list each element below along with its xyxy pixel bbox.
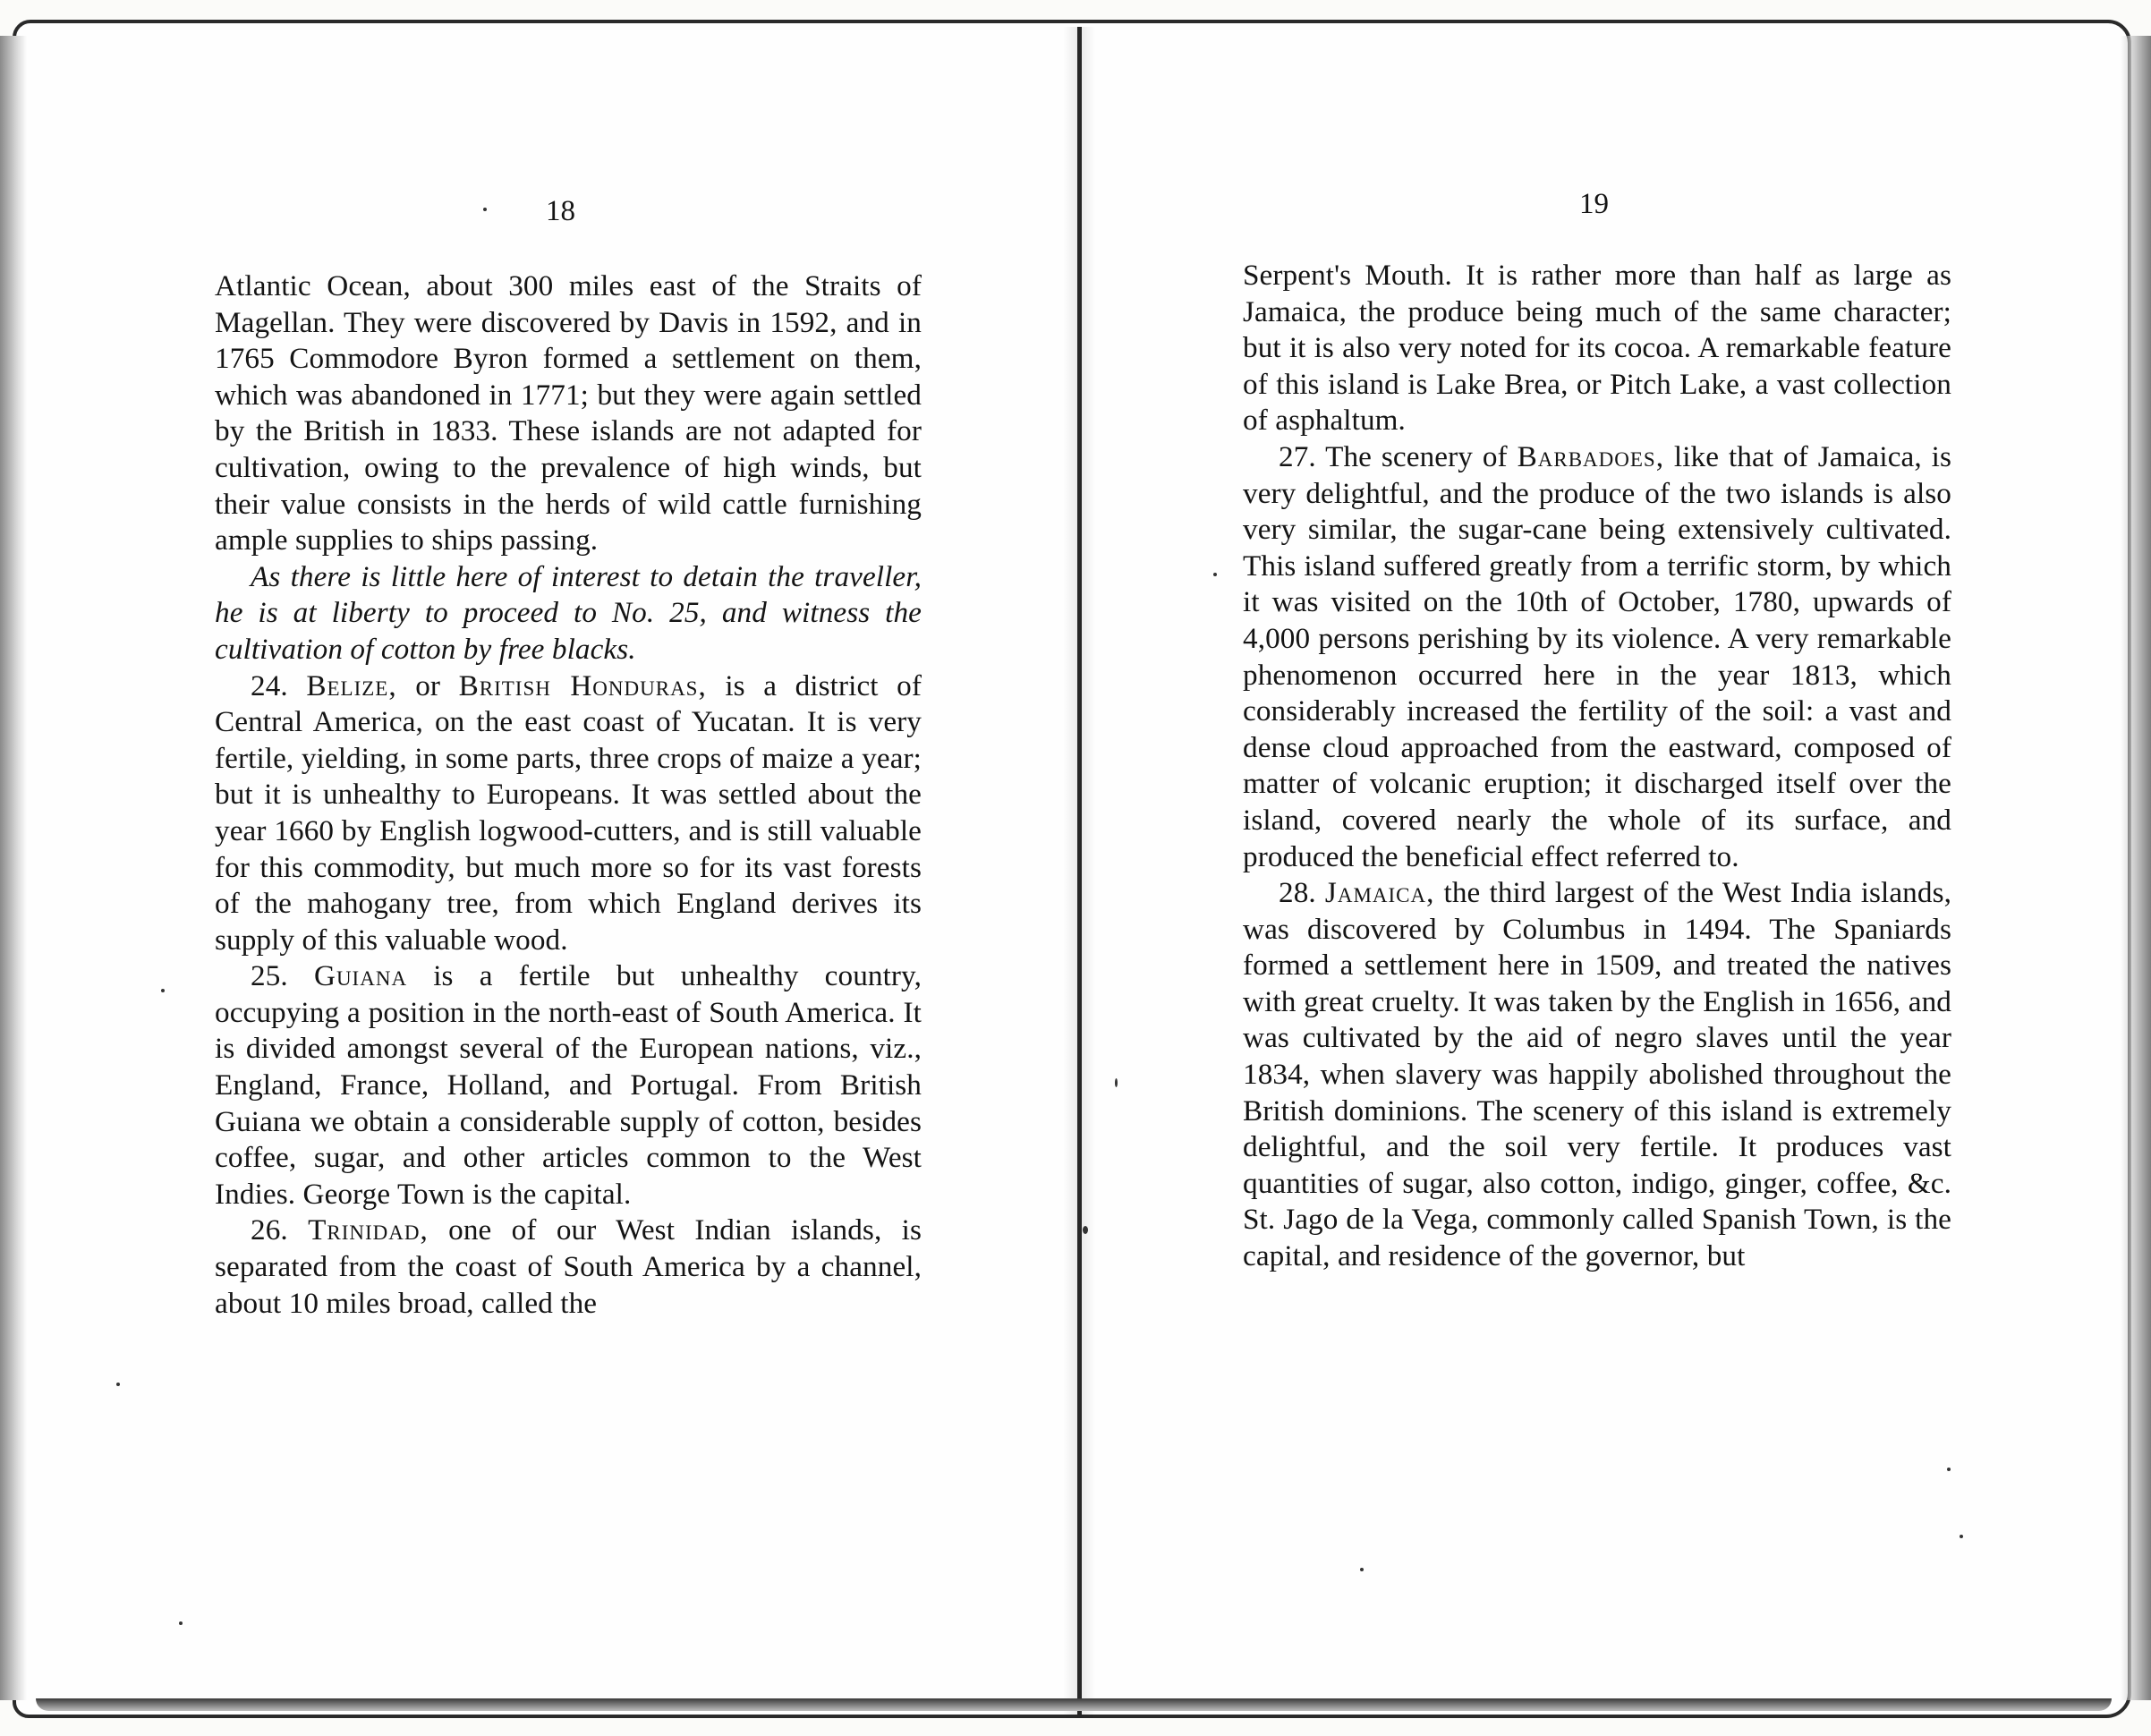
page-number-left: 18	[546, 195, 575, 227]
connector-text: or	[396, 668, 459, 702]
right-page	[1082, 0, 2151, 1736]
paragraph-belize	[215, 668, 922, 959]
paragraph-text: like that of Jamaica, is very delightful, and the produce of the two islands is also very similar, the sugar-cane being extensively cultivated. This island suffered greatly from a terrific storm, by which it was visited on the 10th of October, 1780, upwards of 4,000 persons perishing by its violence. A very remarkable phenomenon occurred here in the year 1813, which considerably increased the fertility of the soil: a vast and dense cloud approached from the eastward, composed of matter of volcanic eruption; it discharged itself over the island, covered nearly the whole of its surface, and produced the beneficial effect referred to.	[1243, 439, 1951, 873]
page-number-right: 19	[1579, 188, 1609, 220]
paragraph-text: As there is little here of interest to detain the traveller, he is at liberty to proceed to No. 25, and witness the cultivation of cotton by free blacks.	[215, 559, 922, 666]
paragraph-guiana	[215, 958, 922, 1213]
place-name: Belize,	[306, 668, 397, 702]
place-name: Trinidad,	[308, 1213, 429, 1247]
place-name: Jamaica,	[1324, 876, 1435, 910]
paragraph-text: is a district of Central America, on the east coast of Yucatan. It is very fertile, yielding, in some parts, three crops of maize a year; but it is unhealthy to Europeans. It was settled about the year 1660 by English logwood-cutters, and is still valuable for this commodity, but much more so for its vast forests of the mahogany tree, from which England derives its supply of this valuable wood.	[215, 668, 922, 957]
paragraph-trinidad-continued	[1243, 258, 1951, 439]
paragraph-text: Atlantic Ocean, about 300 miles east of the Straits of Magellan. They were discovered by Davis in 1592, and in 1765 Commodore Byron formed a settlement on them, which was abandoned in 1771; but they were again settled by the British in 1833. These islands are not adapted for cultivation, owing to the prevalence of high winds, but their value consists in the herds of wild cattle furnishing ample supplies to ships passing.	[215, 269, 922, 557]
paragraph-text-lead: The scenery of	[1325, 439, 1518, 473]
right-page-text	[1243, 258, 1951, 1275]
paragraph-text: Serpent's Mouth. It is rather more than half as large as Jamaica, the produce being much of the same character; but it is also very noted for its cocoa. A remarkable feature of this island is Lake Brea, or Pitch Lake, a vast collection of asphaltum.	[1243, 259, 1951, 438]
paragraph-traveller-note	[215, 559, 922, 668]
section-number: 28.	[1279, 876, 1316, 910]
place-name: British Honduras,	[458, 668, 707, 702]
section-number: 25.	[251, 959, 288, 993]
paragraph-trinidad	[215, 1213, 922, 1322]
place-name: Barbadoes,	[1517, 439, 1665, 473]
left-page-text	[215, 268, 922, 1322]
paragraph-falkland-continued	[215, 268, 922, 559]
section-number: 24.	[251, 668, 288, 702]
paragraph-jamaica	[1243, 875, 1951, 1275]
place-name: Guiana	[313, 959, 408, 993]
paragraph-text: the third largest of the West India islands, was discovered by Columbus in 1494. The Spaniards formed a settlement here in 1509, and treated the natives with great cruelty. It was taken by the English in 1656, and was cultivated by the aid of negro slaves until the year 1834, when slavery was happily abolished throughout the British dominions. The scenery of this island is extremely delightful, and the soil very fertile. It produces vast quantities of sugar, also cotton, indigo, ginger, coffee, &c. St. Jago de la Vega, commonly called Spanish Town, is the capital, and residence of the governor, but	[1243, 876, 1951, 1273]
section-number: 27.	[1279, 439, 1316, 473]
section-number: 26.	[251, 1213, 288, 1247]
paragraph-text: is a fertile but unhealthy country, occupying a position in the north-east of South America. It is divided amongst several of the European nations, viz., England, France, Holland, and Portugal. From British Guiana we obtain a considerable supply of cotton, besides coffee, sugar, and other articles common to the West Indies. George Town is the capital.	[215, 959, 922, 1211]
paragraph-barbadoes	[1243, 439, 1951, 875]
paragraph-text: one of our West Indian islands, is separated from the coast of South America by a channel, about 10 miles broad, called the	[215, 1213, 922, 1320]
